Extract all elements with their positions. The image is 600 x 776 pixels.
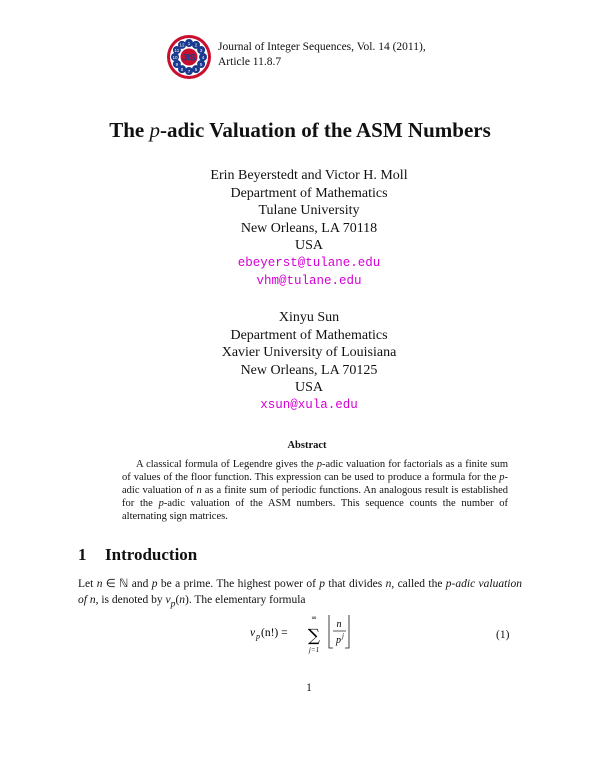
eq-lhs-arg: (n!) =	[261, 627, 288, 639]
eq-numerator: n	[336, 619, 342, 630]
logo-dot-label: 1	[187, 40, 191, 46]
section-heading	[78, 545, 197, 565]
section-number: 1	[78, 545, 87, 564]
author-department: Department of Mathematics	[230, 185, 388, 201]
journal-logo-icon	[166, 34, 212, 80]
section-title: Introduction	[105, 545, 198, 564]
author-block-2	[0, 309, 600, 415]
eq-nu: ν	[250, 627, 256, 639]
title-suffix: -adic Valuation of the ASM Numbers	[159, 118, 491, 142]
equation-number: (1)	[496, 629, 510, 641]
author-city: New Orleans, LA 70118	[240, 220, 378, 236]
eq-sum-lower: j=1	[308, 646, 320, 654]
author-country: USA	[294, 380, 323, 396]
abstract-text: A classical formula of Legendre gives the p-adic valuation for factorials as a finite sum of values of the floor function. This expression can be used to produce a formula for the p-adic valuation of n as a finite sum of periodic functions. An analogous result is established for the p-adic valuation of the ASM numbers. This sequence counts the number of alternating sign matrices.	[122, 459, 508, 522]
abstract-heading: Abstract	[287, 440, 327, 451]
logo-dot-label: 4	[201, 54, 205, 60]
logo-dot-label: 7	[187, 68, 191, 74]
eq-denominator-exponent: j	[342, 632, 344, 640]
summation-icon: ∑	[307, 626, 321, 646]
email-link[interactable]: ebeyerst@tulane.edu	[237, 255, 381, 270]
eq-nu-sub: p	[256, 632, 260, 641]
logo-dot-label: 3	[199, 47, 203, 53]
logo-dot-label: 2	[194, 42, 198, 48]
author-country: USA	[294, 238, 323, 254]
author-names: Xinyu Sun	[278, 310, 340, 325]
equation-1	[250, 612, 410, 654]
journal-citation-line1: Journal of Integer Sequences, Vol. 14 (2011),	[218, 41, 426, 53]
author-university: Xavier University of Louisiana	[221, 345, 397, 361]
eq-sum-upper: ∞	[311, 614, 317, 622]
author-city: New Orleans, LA 70125	[240, 362, 378, 378]
logo-dot-label: 10	[172, 54, 178, 60]
floor-right-bracket	[345, 615, 349, 648]
email-link[interactable]: vhm@tulane.edu	[256, 273, 362, 288]
logo-dot-label: 11	[174, 47, 180, 53]
author-block-1	[0, 167, 600, 290]
logo-dot-label: 8	[180, 66, 184, 72]
email-link[interactable]: xsun@xula.edu	[260, 397, 358, 412]
logo-dot-label: 9	[175, 61, 179, 67]
title-variable: p	[149, 118, 160, 142]
author-department: Department of Mathematics	[230, 327, 388, 343]
intro-paragraph: Let n ∈ ℕ and p be a prime. The highest power of p that divides n, called the p-adic valuation of n, is denoted by $\nu_p(n)$. The elementary formula	[78, 578, 522, 609]
title-prefix: The	[109, 118, 150, 142]
logo-dot-label: 5	[199, 61, 203, 67]
logo-dot-label: 6	[194, 66, 198, 72]
paper-title	[0, 118, 600, 143]
logo-dot-label: 12	[179, 42, 185, 48]
eq-denominator: p	[336, 635, 341, 646]
floor-left-bracket	[329, 615, 333, 648]
author-names: Erin Beyerstedt and Victor H. Moll	[210, 168, 408, 183]
author-university: Tulane University	[258, 203, 360, 219]
page-number: 1	[306, 682, 312, 694]
journal-citation-line2: Article 11.8.7	[218, 56, 282, 68]
logo-letters: JIS	[182, 52, 196, 63]
